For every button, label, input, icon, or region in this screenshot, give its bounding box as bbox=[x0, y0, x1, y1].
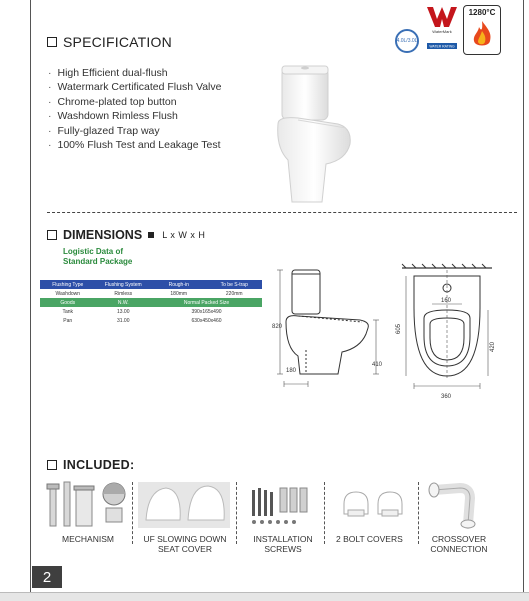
table-cell: 180mm bbox=[151, 289, 207, 298]
included-item-label-line1: INSTALLATION bbox=[253, 534, 313, 544]
included-item-label-line2: CONNECTION bbox=[430, 544, 488, 554]
logistic-title-line1: Logistic Data of bbox=[63, 247, 124, 256]
table-cell: Rimless bbox=[96, 289, 152, 298]
included-item-label bbox=[140, 534, 230, 554]
feature-item: · 100% Flush Test and Leakage Test bbox=[48, 138, 221, 152]
table-cell: Flushing System bbox=[96, 280, 152, 289]
table-cell: Rough-in bbox=[151, 280, 207, 289]
checkbox-icon bbox=[47, 460, 57, 470]
item-separator bbox=[132, 482, 133, 544]
table-cell: To be S-trap bbox=[207, 280, 263, 289]
feature-item: · High Efficient dual-flush bbox=[48, 66, 221, 80]
certification-badges bbox=[395, 5, 501, 61]
screws-icon bbox=[244, 480, 322, 530]
bullet-square-icon bbox=[148, 232, 154, 238]
item-separator bbox=[236, 482, 237, 544]
included-item-crossover bbox=[424, 480, 494, 554]
table-row bbox=[40, 316, 262, 325]
item-separator bbox=[418, 482, 419, 544]
feature-item: · Watermark Certificated Flush Valve bbox=[48, 80, 221, 94]
watermark-badge bbox=[425, 5, 459, 61]
dimension-label: 420 bbox=[490, 341, 496, 352]
table-cell: Goods bbox=[40, 298, 96, 307]
included-heading bbox=[47, 458, 134, 472]
table-group-header-row bbox=[40, 298, 262, 307]
feature-item: · Chrome-plated top button bbox=[48, 95, 221, 109]
side-elevation-drawing bbox=[270, 262, 390, 402]
table-cell: 220mm bbox=[207, 289, 263, 298]
water-rating-text: WATER RATING bbox=[429, 44, 455, 49]
dimensions-format: L x W x H bbox=[162, 230, 206, 240]
specification-heading bbox=[47, 34, 172, 50]
table-header-row bbox=[40, 280, 262, 289]
top-view-drawing bbox=[392, 258, 502, 408]
table-cell: Washdown bbox=[40, 289, 96, 298]
included-item-label: 2 BOLT COVERS bbox=[336, 534, 403, 544]
dimension-label: 410 bbox=[372, 362, 383, 368]
checkbox-icon bbox=[47, 37, 57, 47]
flame-icon bbox=[464, 17, 500, 51]
included-item-label bbox=[424, 534, 494, 554]
table-cell: Pan bbox=[40, 316, 96, 325]
seat-cover-icon bbox=[136, 480, 232, 530]
item-separator bbox=[324, 482, 325, 544]
table-cell: 390x165x490 bbox=[151, 307, 262, 316]
included-item-label-line1: CROSSOVER bbox=[431, 534, 487, 544]
table-cell: 31.00 bbox=[96, 316, 152, 325]
dimension-label: 160 bbox=[441, 298, 452, 304]
table-cell: 13.00 bbox=[96, 307, 152, 316]
section-divider bbox=[47, 212, 517, 213]
included-item-bolt-covers bbox=[330, 480, 414, 544]
included-item-mechanism bbox=[44, 480, 132, 544]
table-cell: Normal Packed Size bbox=[151, 298, 262, 307]
logistic-title-line2: Standard Package bbox=[63, 257, 133, 266]
watermark-label: WaterMark bbox=[432, 29, 452, 34]
water-rating-badge bbox=[395, 29, 419, 53]
included-item-label bbox=[246, 534, 320, 554]
bolt-covers-icon bbox=[330, 480, 414, 530]
dimension-label: 360 bbox=[441, 394, 452, 400]
flush-mechanism-icon bbox=[44, 480, 132, 530]
included-item-label-line1: UF SLOWING DOWN bbox=[143, 534, 227, 544]
table-cell: 630x450x460 bbox=[151, 316, 262, 325]
dimensions-title: DIMENSIONS bbox=[63, 228, 143, 242]
included-title: INCLUDED: bbox=[63, 458, 135, 472]
firing-temp-label: 1280°C bbox=[468, 8, 496, 17]
page-number: 2 bbox=[32, 566, 62, 588]
watermark-logo-icon bbox=[425, 5, 459, 61]
table-row bbox=[40, 289, 262, 298]
feature-list bbox=[48, 66, 221, 152]
page-border-left bbox=[30, 0, 31, 592]
specification-title: SPECIFICATION bbox=[63, 34, 172, 50]
logistic-table bbox=[40, 280, 262, 325]
table-cell: N.W. bbox=[96, 298, 152, 307]
included-item-screws bbox=[244, 480, 322, 554]
included-items bbox=[40, 480, 520, 560]
logistic-title bbox=[63, 247, 132, 267]
table-cell: Flushing Type bbox=[40, 280, 96, 289]
crossover-connection-icon bbox=[424, 480, 494, 530]
dimension-label: 820 bbox=[272, 324, 283, 330]
included-item-label-line2: SEAT COVER bbox=[157, 544, 212, 554]
included-item-seat-cover bbox=[136, 480, 232, 554]
checkbox-icon bbox=[47, 230, 57, 240]
included-item-label-line2: SCREWS bbox=[264, 544, 302, 554]
table-cell: Tank bbox=[40, 307, 96, 316]
dimensions-heading bbox=[47, 228, 205, 242]
dimension-label: 605 bbox=[396, 323, 402, 334]
included-item-label: MECHANISM bbox=[62, 534, 114, 544]
feature-item: · Fully-glazed Trap way bbox=[48, 124, 221, 138]
water-rating-value: 4.0L/3.0L bbox=[396, 38, 418, 44]
page-border-right bbox=[523, 0, 524, 592]
feature-item: · Washdown Rimless Flush bbox=[48, 109, 221, 123]
dimension-label: 180 bbox=[286, 368, 297, 374]
toilet-product-image bbox=[268, 60, 358, 210]
table-row bbox=[40, 307, 262, 316]
firing-temperature-badge bbox=[463, 5, 501, 55]
